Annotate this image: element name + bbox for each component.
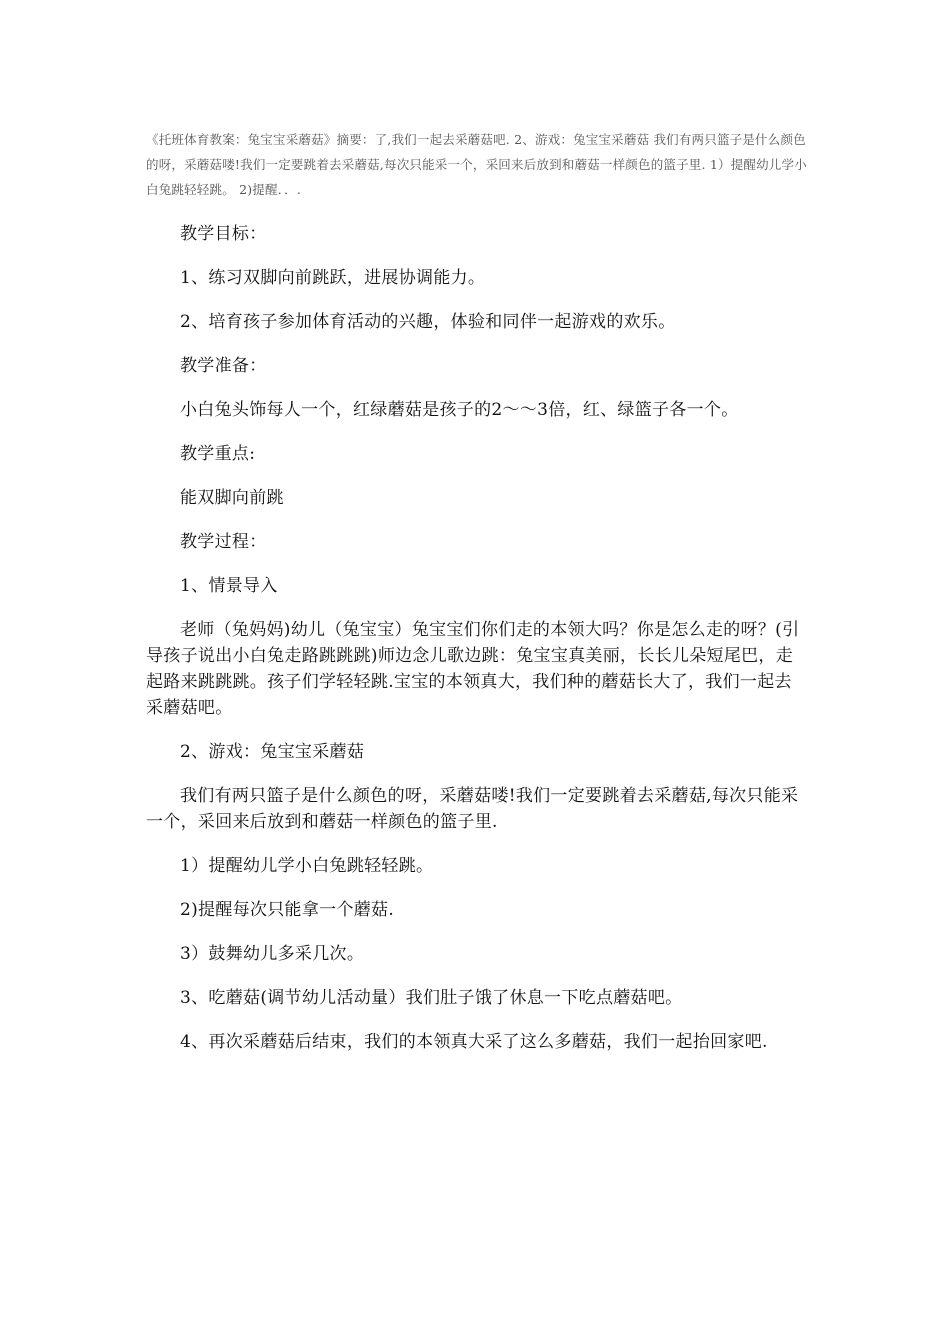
process-sub-item: 1）提醒幼儿学小白兔跳轻轻跳。 (180, 856, 434, 876)
preparation-text: 小白兔头饰每人一个，红绿蘑菇是孩子的2～～3倍，红、绿篮子各一个。 (180, 400, 739, 420)
process-step-text: 我们有两只篮子是什么颜色的呀，采蘑菇喽!我们一定要跳着去采蘑菇,每次只能采一个，采回来后放到和蘑菇一样颜色的篮子里. (146, 786, 799, 832)
process-step-text: 4、再次采蘑菇后结束，我们的本领真大采了这么多蘑菇，我们一起抬回家吧. (180, 1032, 768, 1052)
process-step-text: 老师（兔妈妈)幼儿（兔宝宝）兔宝宝们你们走的本领大吗？你是怎么走的呀？(引导孩子说出小白兔走路跳跳跳)师边念儿歌边跳：兔宝宝真美丽，长长儿朵短尾巴，走起路来跳跳跳。孩子们学轻轻跳.宝宝的本领真大，我们种的蘑菇长大了，我们一起去采蘑菇吧。 (146, 620, 800, 718)
process-step-title: 1、情景导入 (180, 576, 278, 596)
section-heading-key-point: 教学重点: (180, 444, 256, 464)
process-step-title: 2、游戏：兔宝宝采蘑菇 (180, 742, 365, 762)
section-heading-preparation: 教学准备： (180, 356, 267, 376)
document-body (146, 221, 808, 1073)
process-step-text: 3、吃蘑菇(调节幼儿活动量）我们肚子饿了休息一下吃点蘑菇吧。 (180, 988, 683, 1008)
objective-item: 2、培育孩子参加体育活动的兴趣，体验和同伴一起游戏的欢乐。 (180, 312, 676, 332)
objective-item: 1、练习双脚向前跳跃，进展协调能力。 (180, 268, 486, 288)
process-sub-item: 3）鼓舞幼儿多采几次。 (180, 944, 365, 964)
section-heading-process: 教学过程： (180, 532, 267, 552)
key-point-text: 能双脚向前跳 (180, 488, 284, 508)
document-summary: 《托班体育教案：兔宝宝采蘑菇》摘要：了,我们一起去采蘑菇吧. 2、游戏：兔宝宝采蘑菇 我们有两只篮子是什么颜色的呀，采蘑菇喽!我们一定要跳着去采蘑菇,每次只能采一个，采回来后放到和蘑菇一样颜色的篮子里. 1）提醒幼儿学小白兔跳轻轻跳。 2)提醒．．. (146, 132, 807, 197)
process-sub-item: 2)提醒每次只能拿一个蘑菇. (180, 900, 395, 920)
section-heading-objectives: 教学目标： (180, 224, 267, 244)
